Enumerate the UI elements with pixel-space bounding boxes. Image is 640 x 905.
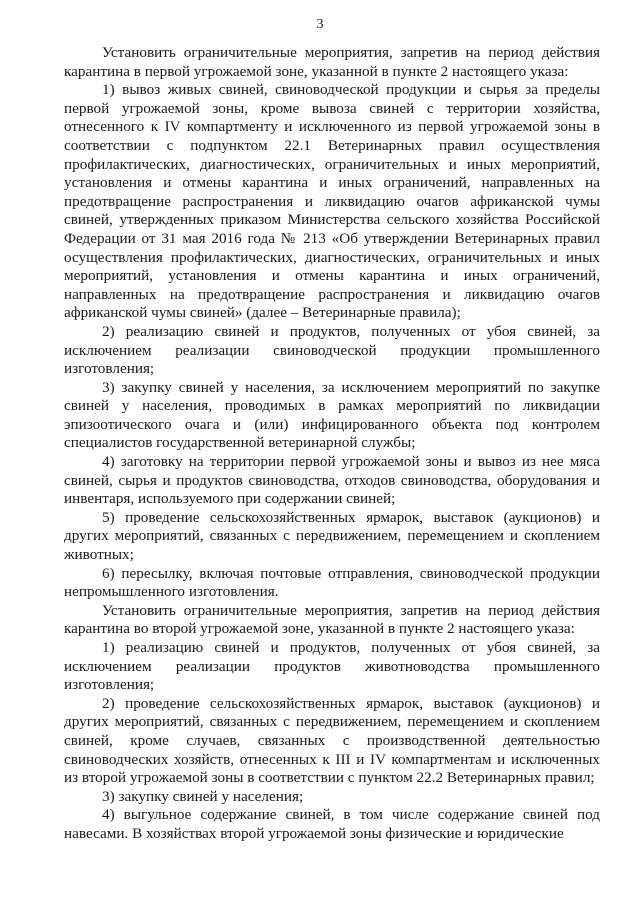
paragraph-zone2-item-4: 4) выгульное содержание свиней, в том числе содержание свиней под навесами. В хозяйствах второй угрожаемой зоны физические и юридические — [64, 806, 600, 842]
paragraph-item-6-mail-ban: 6) пересылку, включая почтовые отправления, свиноводческой продукции непромышленного изготовления. — [64, 564, 600, 601]
paragraph-intro-first-zone: Установить ограничительные мероприятия, запретив на период действия карантина в первой угрожаемой зоне, указанной в пункте 2 настоящего указа: — [64, 44, 600, 80]
paragraph-item-4-procurement-ban: 4) заготовку на территории первой угрожаемой зоны и вывоз из нее мяса свиней, сырья и продуктов свиноводства, отходов свиноводства, оборудования и инвентаря, используемого при содержании свиней; — [64, 453, 600, 508]
paragraph-item-1-export-ban: 1) вывоз живых свиней, свиноводческой продукции и сырья за пределы первой угрожаемой зоны, кроме вывоза свиней с территории хозяйства, отнесенного к IV компартменту и исключенного из первой угрожаемой зоны в соответствии с подпунктом 22.1 Ветеринарных правил осуществления профилактических, диагностических, ограничительных и иных мероприятий, установления и отмены карантина и иных ограничений, направленных на предотвращение распространения и ликвидацию очагов африканской чумы свиней, утвержденных приказом Министерства сельского хозяйства Российской Федерации от 31 мая 2016 года № 213 «Об утверждении Ветеринарных правил осуществления профилактических, диагностических, ограничительных и иных мероприятий, установления и отмены карантина и иных ограничений, направленных на предотвращение распространения и ликвидацию очагов африканской чумы свиней» (далее – Ветеринарные правила); — [64, 81, 600, 322]
document-body — [64, 44, 600, 844]
paragraph-zone2-item-1: 1) реализацию свиней и продуктов, полученных от убоя свиней, за исключением реализации продуктов животноводства промышленного изготовления; — [64, 639, 600, 694]
paragraph-item-2-sale-ban: 2) реализацию свиней и продуктов, полученных от убоя свиней, за исключением реализации свиноводческой продукции промышленного изготовления; — [64, 322, 600, 378]
page-number: 3 — [316, 17, 324, 32]
paragraph-zone2-item-2: 2) проведение сельскохозяйственных ярмарок, выставок (аукционов) и других мероприятий, связанных с передвижением, перемещением и скоплением свиней, кроме случаев, связанных с производственной деятельностью свиноводческих хозяйств, отнесенных к III и IV компартментам и исключенных из второй угрожаемой зоны в соответствии с пунктом 22.2 Ветеринарных правил; — [64, 694, 600, 787]
paragraph-zone2-item-3: 3) закупку свиней у населения; — [102, 787, 304, 805]
paragraph-item-5-fairs-ban: 5) проведение сельскохозяйственных ярмарок, выставок (аукционов) и других мероприятий, связанных с передвижением, перемещением и скоплением животных; — [64, 508, 600, 564]
paragraph-intro-second-zone: Установить ограничительные мероприятия, запретив на период действия карантина во второй угрожаемой зоне, указанной в пункте 2 настоящего указа: — [64, 601, 600, 638]
paragraph-item-3-purchase-ban: 3) закупку свиней у населения, за исключением мероприятий по закупке свиней у населения, проводимых в рамках мероприятий по ликвидации эпизоотического очага и (или) инфицированного объекта под контролем специалистов государственной ветеринарной службы; — [64, 378, 600, 452]
